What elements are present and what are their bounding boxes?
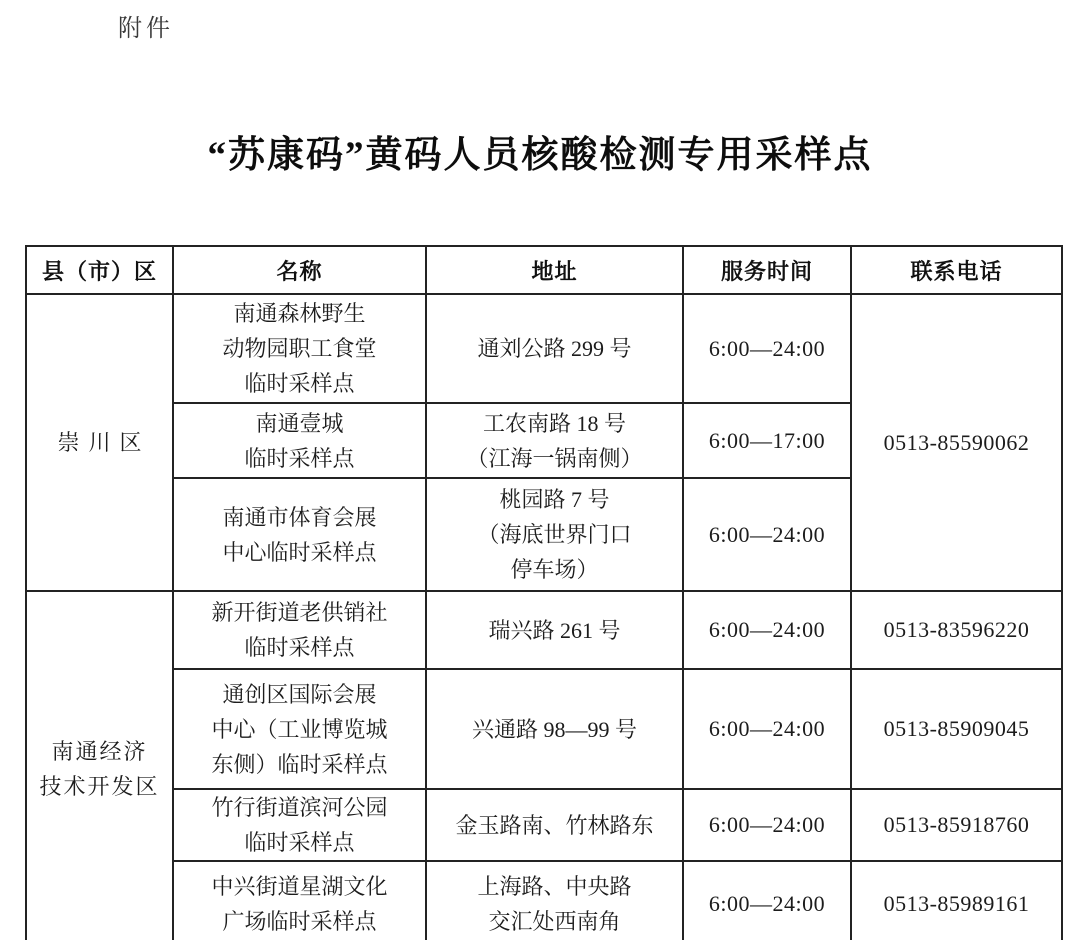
district-cell [26, 294, 173, 591]
sampling-points-table [25, 245, 1063, 940]
table-row [26, 789, 1062, 861]
page-title: “苏康码”黄码人员核酸检测专用采样点 [207, 135, 873, 176]
text-line: 交汇处西南角 [488, 908, 621, 934]
text-line: 通刘公路 299 号 [477, 336, 632, 361]
text-line: 工农南路 18 号 [482, 410, 626, 436]
phone-cell: 0513-83596220 [851, 591, 1062, 669]
text-line: 中兴街道星湖文化 [211, 873, 388, 899]
site-name-cell [173, 669, 426, 789]
site-name-cell [173, 591, 426, 669]
table-header-row [26, 246, 1062, 294]
service-time-cell: 6:00—24:00 [683, 294, 851, 403]
text-line: 崇川区 [57, 430, 151, 455]
site-name-cell [173, 403, 426, 478]
phone-cell: 0513-85590062 [851, 294, 1062, 591]
phone-cell: 0513-85909045 [851, 669, 1062, 789]
service-time-cell: 6:00—24:00 [683, 478, 851, 591]
site-name-cell [173, 478, 426, 591]
site-name-cell [173, 861, 426, 940]
column-header-phone: 联系电话 [851, 246, 1062, 294]
text-line: 南通壹城 [255, 410, 344, 436]
text-line: 瑞兴路 261 号 [488, 617, 621, 643]
table-row [26, 294, 1062, 403]
district-cell [26, 591, 173, 940]
text-line: 通创区国际会展 [222, 681, 377, 707]
text-line: 金玉路南、竹林路东 [455, 812, 654, 838]
table-row [26, 861, 1062, 940]
text-line: 南通森林野生 [233, 301, 366, 326]
text-line: 东侧）临时采样点 [211, 751, 388, 777]
service-time-cell: 6:00—24:00 [683, 591, 851, 669]
column-header-address: 地址 [426, 246, 683, 294]
text-line: （海底世界门口 [477, 522, 632, 547]
text-line: 新开街道老供销社 [211, 600, 388, 625]
address-cell [426, 294, 683, 403]
phone-cell: 0513-85918760 [851, 789, 1062, 861]
text-line: 临时采样点 [244, 635, 355, 660]
text-line: 兴通路 98—99 号 [471, 716, 637, 742]
service-time-cell: 6:00—17:00 [683, 403, 851, 478]
table-row [26, 669, 1062, 789]
address-cell [426, 478, 683, 591]
column-header-service-time: 服务时间 [683, 246, 851, 294]
address-cell [426, 669, 683, 789]
text-line: 广场临时采样点 [222, 908, 377, 934]
text-line: 临时采样点 [244, 830, 355, 855]
text-line: 南通市体育会展 [222, 504, 377, 530]
address-cell [426, 861, 683, 940]
text-line: 技术开发区 [39, 773, 160, 799]
text-line: 中心临时采样点 [222, 539, 377, 565]
site-name-cell [173, 789, 426, 861]
text-line: 竹行街道滨河公园 [211, 795, 388, 820]
text-line: 南通经济 [51, 738, 148, 764]
text-line: 临时采样点 [244, 445, 355, 471]
text-line: 中心（工业博览城 [211, 716, 388, 742]
text-line: 停车场） [510, 557, 599, 582]
service-time-cell: 6:00—24:00 [683, 861, 851, 940]
text-line: 桃园路 7 号 [499, 487, 610, 512]
text-line: 动物园职工食堂 [222, 336, 377, 361]
phone-cell: 0513-85989161 [851, 861, 1062, 940]
text-line: （江海一锅南侧） [466, 445, 643, 471]
address-cell [426, 403, 683, 478]
text-line: 上海路、中央路 [477, 873, 632, 899]
table-row [26, 591, 1062, 669]
address-cell [426, 789, 683, 861]
site-name-cell [173, 294, 426, 403]
service-time-cell: 6:00—24:00 [683, 789, 851, 861]
text-line: 临时采样点 [244, 371, 355, 396]
column-header-name: 名称 [173, 246, 426, 294]
column-header-district: 县（市）区 [26, 246, 173, 294]
attachment-label: 附件 [118, 15, 174, 42]
address-cell [426, 591, 683, 669]
service-time-cell: 6:00—24:00 [683, 669, 851, 789]
